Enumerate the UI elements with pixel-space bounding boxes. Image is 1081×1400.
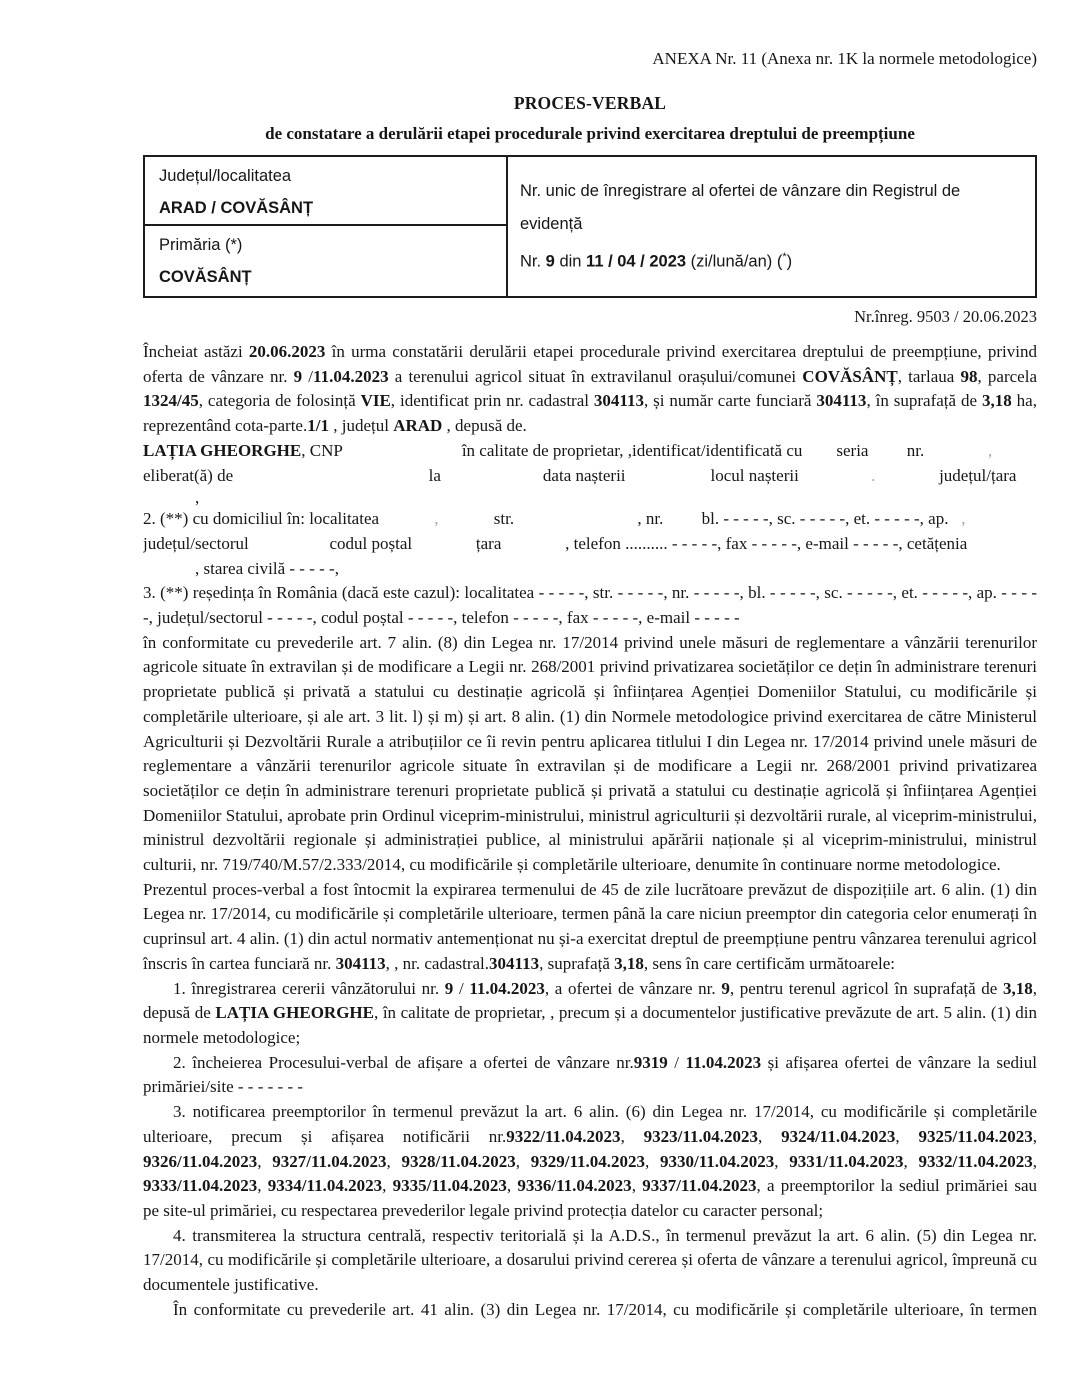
registration-table <box>143 155 1037 298</box>
primaria-cell <box>144 225 507 297</box>
registration-number-value: Nr. 9 din 11 / 04 / 2023 (zi/lună/an) (*) <box>520 251 793 271</box>
owner-identity-line-2: eliberat(ă) de la data nașterii locul nașterii . județul/țara <box>143 465 1017 485</box>
owner-identity-line-1: LAȚIA GHEORGHE, CNP în calitate de proprietar, ,identificat/identificată cu seria nr. , <box>143 440 993 460</box>
county-cell <box>144 156 507 225</box>
annex-reference: ANEXA Nr. 11 (Anexa nr. 1K la normele metodologice) <box>652 49 1037 68</box>
domicile-line-3: , starea civilă - - - - -, <box>195 558 339 578</box>
closing-paragraph: În conformitate cu prevederile art. 41 alin. (3) din Legea nr. 17/2014, cu modificările și completările ulterioare, în termen <box>173 1299 1037 1319</box>
domicile-line-1: 2. (**) cu domiciliul în: localitatea , str. , nr. bl. - - - - -, sc. - - - - -, et. - - - - -, ap. , <box>143 509 966 529</box>
primaria-value: COVĂSÂNȚ <box>159 268 252 286</box>
registration-note: Nr.înreg. 9503 / 20.06.2023 <box>854 307 1037 326</box>
registration-number-label: Nr. unic de înregistrare al ofertei de vânzare din Registrul de evidență <box>520 182 961 233</box>
owner-identity-line-3: , <box>195 488 200 508</box>
domicile-line-2: județul/sectorul codul poștal țara , telefon .......... - - - - -, fax - - - - -, e-mail - - - - -, cetățenia <box>143 533 968 553</box>
paragraph-intro: Încheiat astăzi 20.06.2023 în urma constatării derulării etapei procedurale privind exercitarea dreptului de preempțiune, privind oferta de vânzare nr. 9 /11.04.2023 a terenului agricol situat în extravilanul orașului/comunei COVĂSÂNȚ, tarlaua 98, parcela 1324/45, categoria de folosință VIE, identificat prin nr. cadastral 304113, și număr carte funciară 304113, în suprafață de 3,18 ha, reprezentând cota-parte.1/1 , județul ARAD , depusă de. <box>143 342 1037 436</box>
registration-number-cell <box>507 156 1036 297</box>
certification-paragraph: Prezentul proces-verbal a fost întocmit la expirarea termenului de 45 de zile lucrătoare prevăzut de dispozițiile art. 6 alin. (1) din Legea nr. 17/2014, cu modificările și completările ulterioare, termen până la care niciun preemptor din categoria celor enumerați în cuprinsul art. 4 alin. (1) din actul normativ antemenționat nu și-a exercitat dreptul de preempțiune pentru vânzarea terenului agricol înscris în cartea funciară nr. 304113, , nr. cadastral.304113, suprafață 3,18, sens în care certificăm următoarele: <box>143 879 1037 973</box>
county-label: Județul/localitatea <box>159 167 292 185</box>
list-item-1: 1. înregistrarea cererii vânzătorului nr. 9 / 11.04.2023, a ofertei de vânzare nr. 9, pentru terenul agricol în suprafață de 3,18, depusă de LAȚIA GHEORGHE, în calitate de proprietar, , precum și a documentelor justificative prevăzute de art. 5 alin. (1) din normele metodologice; <box>143 978 1037 1047</box>
document-title: PROCES-VERBAL <box>513 93 667 113</box>
primaria-label: Primăria (*) <box>159 236 243 254</box>
document-subtitle: de constatare a derulării etapei procedurale privind exercitarea dreptului de preempțiune <box>265 124 915 143</box>
county-value: ARAD / COVĂSÂNȚ <box>159 199 314 217</box>
legal-basis-paragraph: în conformitate cu prevederile art. 7 alin. (8) din Legea nr. 17/2014 privind unele măsuri de reglementare a vânzării terenurilor agricole situate în extravilan și de modificare a Legii nr. 268/2001 privind privatizarea societăților ce dețin în administrare terenuri proprietate publică și privată a statului cu destinație agricolă și înființarea Agenției Domeniilor Statului, cu modificările și completările ulterioare, și ale art. 3 lit. l) și m) și art. 8 alin. (1) din Normele metodologice privind exercitarea de către Ministerul Agriculturii și Dezvoltării Rurale a atribuțiilor ce îi revin pentru aplicarea titlului I din Legea nr. 17/2014 privind unele măsuri de reglementare a vânzării terenurilor agricole situate în extravilan și de modificare a Legii nr. 268/2001 privind privatizarea societăților ce dețin în administrare terenuri proprietate publică și privată a statului cu destinație agricolă și înființarea Agenției Domeniilor Statului, aprobate prin Ordinul viceprim-ministrului, ministrul agriculturii și dezvoltării rurale, al viceprim-ministrului, ministrul dezvoltării regionale și administrației publice, al ministrului apărării naționale și al viceprim-ministrului, ministrul culturii, nr. 719/740/M.57/2.333/2014, cu modificările și completările ulterioare, denumite în continuare norme metodologice. <box>143 632 1037 875</box>
list-item-3: 3. notificarea preemptorilor în termenul prevăzut la art. 6 alin. (6) din Legea nr. 17/2014, cu modificările și completările ulterioare, precum și afișarea notificării nr.9322/11.04.2023, 9323/11.04.2023, 9324/11.04.2023, 9325/11.04.2023, 9326/11.04.2023, 9327/11.04.2023, 9328/11.04.2023, 9329/11.04.2023, 9330/11.04.2023, 9331/11.04.2023, 9332/11.04.2023, 9333/11.04.2023, 9334/11.04.2023, 9335/11.04.2023, 9336/11.04.2023, 9337/11.04.2023, a preemptorilor la sediul primăriei sau pe site-ul primăriei, cu respectarea prevederilor legale privind protecția datelor cu caracter personal; <box>143 1102 1038 1220</box>
list-item-4: 4. transmiterea la structura centrală, respectiv teritorială și la A.D.S., în termenul prevăzut la art. 6 alin. (5) din Legea nr. 17/2014, cu modificările și completările ulterioare, a dosarului privind cererea și oferta de vânzare a terenului agricol, împreună cu documentele justificative. <box>143 1225 1037 1295</box>
document-text <box>143 340 1037 1322</box>
residence-paragraph: 3. (**) reședința în România (dacă este cazul): localitatea - - - - -, str. - - - - -, nr. - - - - -, bl. - - - - -, sc. - - - - -, et. - - - - -, ap. - - - - -, județul/sectorul - - - - -, codul poștal - - - - -, telefon - - - - -, fax - - - - -, e-mail - - - - - <box>143 583 1037 628</box>
list-item-2: 2. încheierea Procesului-verbal de afișare a ofertei de vânzare nr.9319 / 11.04.2023 și afișarea ofertei de vânzare la sediul primăriei/site - - - - - - - <box>143 1052 1037 1097</box>
